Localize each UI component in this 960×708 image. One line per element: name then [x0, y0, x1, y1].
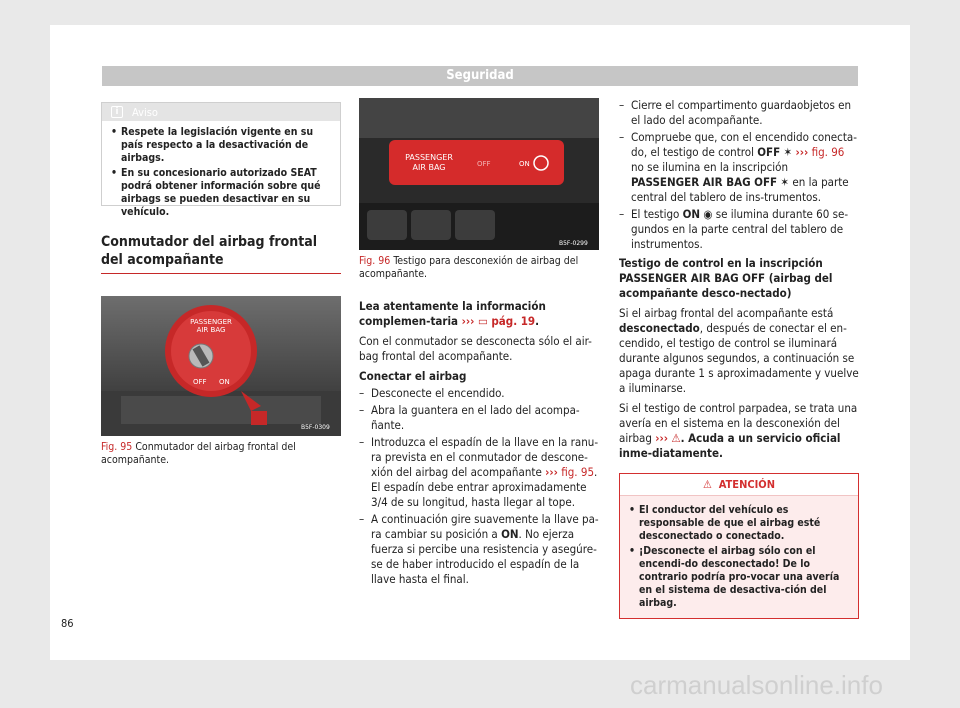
- fig96-label: Fig. 96: [359, 255, 391, 267]
- watermark: carmanualsonline.info: [630, 670, 883, 700]
- section-title: Conmutador del airbag frontal del acompañante: [101, 233, 341, 274]
- fig96-code: B5F-0299: [559, 240, 588, 247]
- airbag-off-icon: ✶: [780, 175, 790, 189]
- fig96-panel-text: PASSENGER: [405, 153, 453, 162]
- fig95-code: B5F-0309: [301, 424, 330, 431]
- column-middle: [359, 98, 601, 589]
- figure-96-image: [359, 98, 599, 250]
- step: – El testigo ON ◉ se ilumina durante 60 se-gundos en la parte central del tablero de instrumentos.: [619, 207, 859, 252]
- fig96-off: OFF: [477, 160, 491, 168]
- aviso-header: [102, 103, 340, 121]
- step: – Compruebe que, con el encendido conecta-do, el testigo de control OFF ✶ ››› fig. 96 no se ilumina en la inscripción PASSENGER AIR BAG OFF ✶ en la parte central del tablero de ins-trumentos.: [619, 130, 859, 205]
- fig95-caption: Conmutador del airbag frontal del acompañante.: [101, 441, 296, 466]
- aviso-item: • Respete la legislación vigente en su país respecto a la desactivación de airbags.: [111, 126, 334, 165]
- paragraph: Si el airbag frontal del acompañante está desconectado, después de conectar el en-cendido, el testigo de control se iluminará durante algunos segundos, a continuación se apaga durante 1 s aproximadamente y vuelve a iluminarse.: [619, 306, 859, 395]
- airbag-on-icon: ◉: [703, 207, 713, 221]
- column-right: [619, 98, 859, 619]
- step: – Desconecte el encendido.: [359, 386, 601, 401]
- figure-95-image: [101, 296, 341, 436]
- paragraph: Con el conmutador se desconecta sólo el air-bag frontal del acompañante.: [359, 334, 592, 363]
- fig95-on: ON: [219, 378, 230, 386]
- aviso-box: [101, 102, 341, 218]
- info-icon: i: [111, 106, 123, 118]
- atencion-box: [619, 473, 859, 619]
- aviso-title: Aviso: [132, 105, 158, 119]
- subtitle: Conectar el airbag: [359, 369, 467, 383]
- fig95-switch-label-2: AIR BAG: [196, 326, 226, 334]
- airbag-off-icon: ✶: [783, 145, 793, 159]
- fig96-reference[interactable]: fig. 96: [811, 145, 845, 159]
- fig95-reference[interactable]: fig. 95: [561, 465, 595, 479]
- page-number: 86: [61, 617, 74, 630]
- fig96-panel-text-2: AIR BAG: [412, 163, 446, 172]
- fig96-caption: Testigo para desconexión de airbag del acompañante.: [359, 255, 579, 280]
- page-header: Seguridad: [102, 66, 858, 86]
- paragraph: Si el testigo de control parpadea, se trata una avería en el sistema en la desconexión del airbag ››› ⚠. Acuda a un servicio oficial inme-diatamente.: [619, 401, 858, 460]
- atencion-item: • El conductor del vehículo es responsable de que el airbag esté desconectado o conectado.: [629, 504, 852, 543]
- atencion-item: • ¡Desconecte el airbag sólo con el encendi-do desconectado! De lo contrario podría pro-vocar una avería en el sistema de desactiva-ción del airbag.: [629, 545, 852, 610]
- column-left: [101, 102, 341, 467]
- fig96-on: ON: [519, 160, 530, 168]
- warning-triangle-icon: ⚠: [702, 478, 719, 491]
- step: – Cierre el compartimento guardaobjetos en el lado del acompañante.: [619, 98, 859, 128]
- step: – Abra la guantera en el lado del acompa-ñante.: [359, 403, 601, 433]
- aviso-item: • En su concesionario autorizado SEAT podrá obtener información sobre qué airbags se pueden desactivar en su vehículo.: [111, 167, 334, 219]
- fig95-label: Fig. 95: [101, 441, 133, 453]
- step: – Introduzca el espadín de la llave en la ranu-ra prevista en el conmutador de descone-xión del airbag del acompañante ››› fig. 95. El espadín debe entrar aproximadamente 3/4 de su longitud, hasta llegar al tope.: [359, 435, 601, 510]
- figure-95: [101, 296, 341, 467]
- subheading: Testigo de control en la inscripción PASSENGER AIR BAG OFF (airbag del acompañante desco-nectado): [619, 256, 833, 300]
- fig95-off: OFF: [193, 378, 207, 386]
- atencion-header: ⚠ ATENCIÓN: [620, 474, 858, 496]
- fig95-switch-label: PASSENGER: [190, 318, 232, 326]
- step: – A continuación gire suavemente la llave pa-ra cambiar su posición a ON. No ejerza fuerza si percibe una resistencia y asegúre-se de haber introducido el espadín de la llave hasta el final.: [359, 512, 601, 587]
- figure-96: [359, 98, 601, 281]
- intro-paragraph: Lea atentamente la información complemen-taria ››› ▭ pág. 19.: [359, 299, 546, 328]
- warning-triangle-icon: ⚠: [671, 431, 681, 445]
- book-icon: ▭: [474, 314, 488, 328]
